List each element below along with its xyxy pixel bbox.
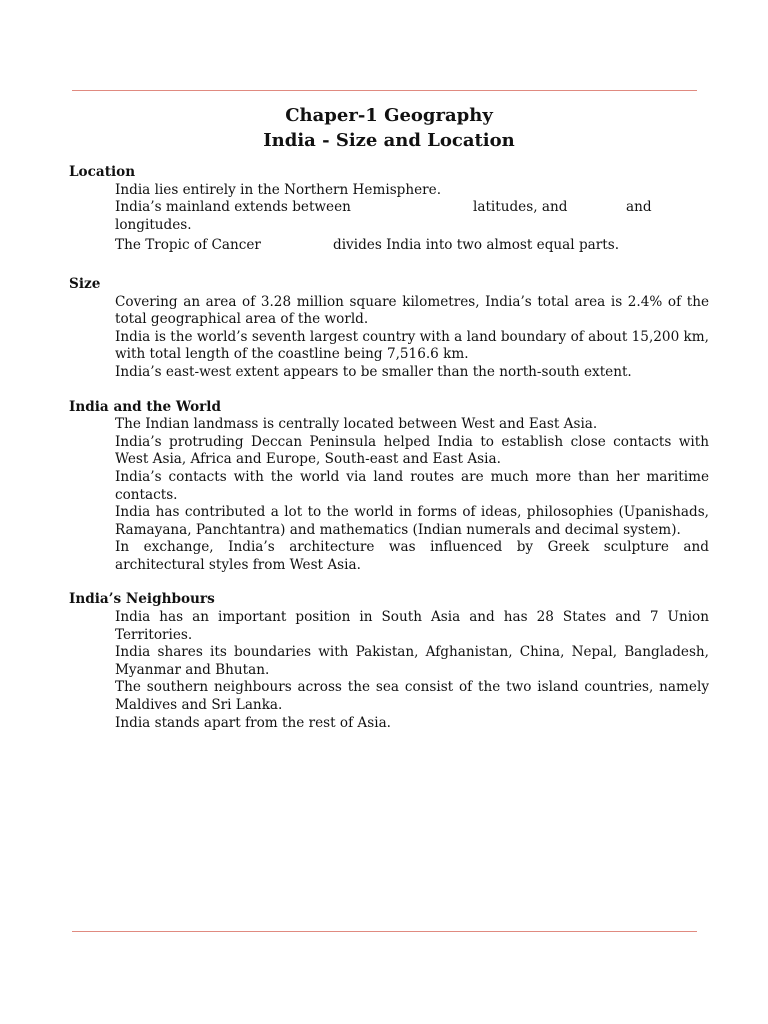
paragraph: [69, 199, 709, 234]
section-neighbours: [69, 591, 709, 732]
section-india-and-world: [69, 399, 709, 575]
document-body: [69, 164, 709, 749]
paragraph: In exchange, India’s architecture was influenced by Greek sculpture and architectural styles from West Asia.: [115, 539, 709, 573]
paragraph: India’s protruding Deccan Peninsula helped India to establish close contacts with West Asia, Africa and Europe, South-east and East Asia.: [115, 433, 709, 468]
chapter-subtitle: India - Size and Location: [263, 130, 515, 151]
text-fragment: The Tropic of Cancer: [115, 237, 261, 254]
paragraph: India has an important position in South Asia and has 28 States and 7 Union Territories.: [115, 609, 709, 643]
header-rule: [72, 90, 697, 91]
text-fragment: longitudes.: [115, 216, 192, 233]
paragraph: India shares its boundaries with Pakistan, Afghanistan, China, Nepal, Bangladesh, Myanmar and Bhutan.: [115, 644, 709, 678]
paragraph: [115, 237, 709, 255]
paragraph: The Indian landmass is centrally located between West and East Asia.: [115, 416, 598, 433]
section-heading: India and the World: [69, 398, 221, 415]
paragraph: India lies entirely in the Northern Hemisphere.: [115, 181, 442, 198]
paragraph: The southern neighbours across the sea consist of the two island countries, namely Maldives and Sri Lanka.: [115, 679, 709, 714]
paragraph: India has contributed a lot to the world in forms of ideas, philosophies (Upanishads, Ramayana, Panchtantra) and mathematics (Indian numerals and decimal system).: [115, 504, 709, 538]
section-heading: Size: [69, 275, 101, 292]
paragraph: India’s east-west extent appears to be smaller than the north-south extent.: [115, 363, 632, 380]
section-heading: Location: [69, 164, 136, 180]
section-location: [69, 164, 709, 255]
text-fragment: India’s mainland extends between: [115, 199, 351, 216]
footer-rule: [72, 931, 697, 932]
section-heading: India’s Neighbours: [69, 591, 215, 608]
page-title: [0, 103, 768, 153]
section-size: [69, 276, 709, 382]
paragraph: India’s contacts with the world via land routes are much more than her maritime contacts.: [115, 468, 709, 503]
chapter-title: Chaper-1 Geography: [285, 105, 493, 126]
text-fragment: divides India into two almost equal parts.: [333, 237, 620, 254]
text-fragment: and: [626, 199, 652, 216]
paragraph: India is the world’s seventh largest country with a land boundary of about 15,200 km, with total length of the coastline being 7,516.6 km.: [115, 328, 709, 363]
paragraph: India stands apart from the rest of Asia.: [115, 714, 392, 731]
paragraph: Covering an area of 3.28 million square kilometres, India’s total area is 2.4% of the total geographical area of the world.: [115, 293, 709, 328]
text-fragment: latitudes, and: [473, 199, 568, 216]
